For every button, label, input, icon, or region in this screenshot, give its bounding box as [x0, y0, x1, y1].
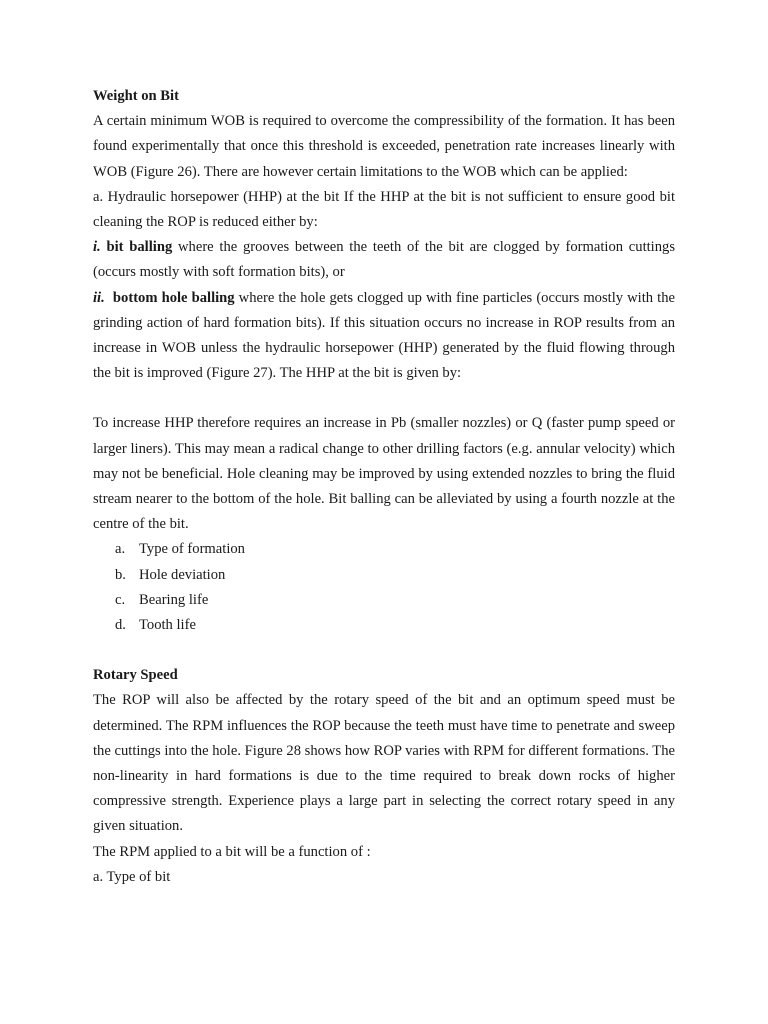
list-item-text: Tooth life [139, 617, 196, 634]
list-item-text: Bearing life [139, 591, 209, 608]
list-marker: d. [115, 617, 126, 634]
section-heading-rotary-speed: Rotary Speed [93, 667, 178, 684]
paragraph-increase-hhp: To increase HHP therefore requires an increase in Pb (smaller nozzles) or Q (faster pump speed or larger liners). This may mean a radical change to other drilling factors (e.g. annular velocity) which may not be beneficial. Hole cleaning may be improved by using extended nozzles to bring the fluid stream nearer to the bottom of the hole. Bit balling can be alleviated by using a fourth nozzle at the centre of the bit. [93, 415, 675, 533]
list-item [93, 563, 675, 588]
list-item-text: Hole deviation [139, 566, 226, 583]
list-marker: c. [115, 591, 126, 608]
paragraph-hhp-point: a. Hydraulic horsepower (HHP) at the bit If the HHP at the bit is not sufficient to ensure good bit cleaning the ROP is reduced either by: [93, 188, 675, 231]
term-bit-balling: bit balling [106, 239, 173, 256]
paragraph-type-of-bit: a. Type of bit [93, 868, 171, 885]
bit-balling-text: where the grooves between the teeth of the bit are clogged by formation cuttings (occurs mostly with soft formation bits), or [93, 239, 676, 281]
list-marker: a. [115, 541, 126, 558]
limitations-list [93, 537, 675, 638]
paragraph-bit-balling [93, 235, 675, 285]
paragraph-bottom-hole-balling [93, 286, 675, 387]
section-heading-weight-on-bit: Weight on Bit [93, 88, 179, 104]
section-gap [93, 638, 675, 663]
bottom-hole-balling-text: where the hole gets clogged up with fine particles (occurs mostly with the grinding action of hard formation bits). If this situation occurs no increase in ROP results from an increase in WOB unless the hydraulic horsepower (HHP) generated by the fluid flowing through the bit is improved (Figure 27). The HHP at the bit is given by: [93, 289, 675, 382]
list-item [93, 588, 675, 613]
document-body [93, 84, 675, 890]
list-item [93, 613, 675, 638]
list-marker: b. [115, 566, 126, 583]
paragraph-rpm-function: The RPM applied to a bit will be a function of : [93, 843, 371, 860]
paragraph-wob-intro: A certain minimum WOB is required to overcome the compressibility of the formation. It has been found experimentally that once this threshold is exceeded, penetration rate increases linearly with WOB (Figure 26). There are however certain limitations to the WOB which can be applied: [93, 113, 675, 180]
point-ii-marker: ii. [93, 289, 105, 306]
paragraph-rotary-speed: The ROP will also be affected by the rotary speed of the bit and an optimum speed must be determined. The RPM influences the ROP because the teeth must have time to penetrate and sweep the cuttings into the hole. Figure 28 shows how ROP varies with RPM for different formations. The non-linearity in hard formations is due to the time required to break down rocks of higher compressive strength. Experience plays a large part in selecting the correct rotary speed in any given situation. [93, 692, 675, 835]
equation-gap [93, 386, 675, 411]
term-bottom-hole-balling: bottom hole balling [112, 289, 235, 306]
list-item [93, 537, 675, 562]
point-i-marker: i. [93, 239, 101, 256]
list-item-text: Type of formation [139, 541, 245, 558]
